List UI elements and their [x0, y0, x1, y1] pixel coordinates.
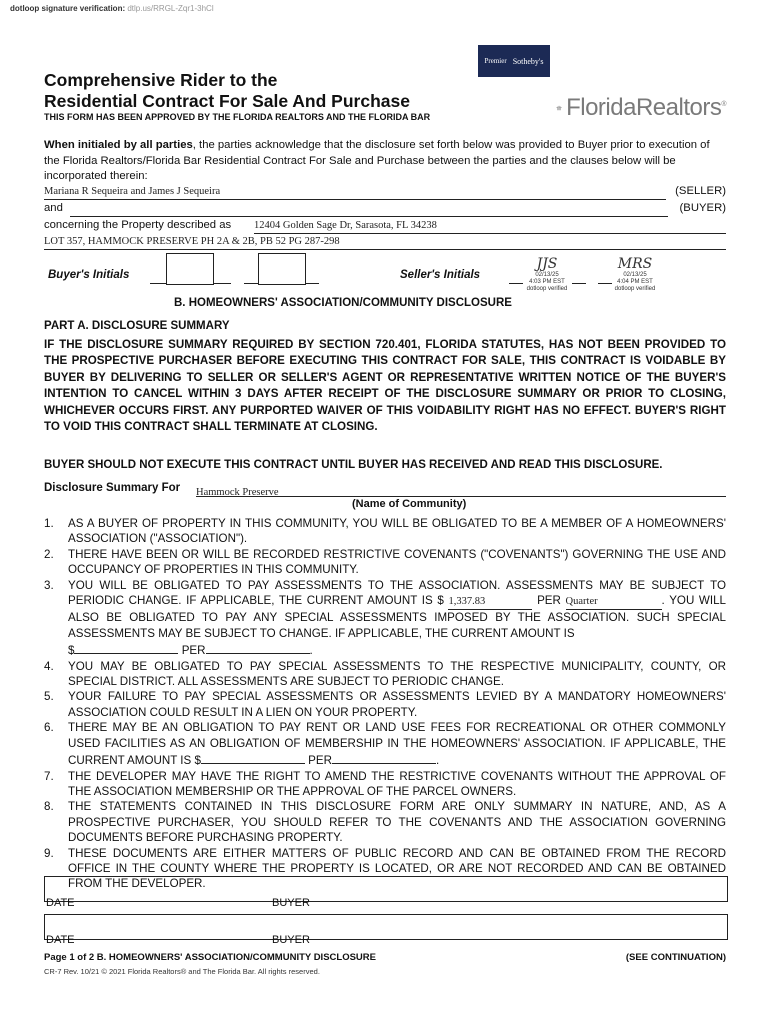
list-item: 9. THESE DOCUMENTS ARE EITHER MATTERS OF PUBLIC RECORD AND CAN BE OBTAINED FROM THE RECORD OFFICE IN THE COUNTY WHERE THE PROPERTY IS LOCATED, OR ARE NOT RECORDED AND CAN BE OBTAINED FROM THE DEVELOPER.: [44, 846, 726, 891]
date-label-1: DATE: [46, 897, 75, 909]
date-label-2: DATE: [46, 934, 75, 946]
legal-description-value: LOT 357, HAMMOCK PRESERVE PH 2A & 2B, PB 52 PG 287-298: [44, 236, 340, 247]
title-line-1: Comprehensive Rider to the: [44, 70, 278, 90]
list-item: 2. THERE HAVE BEEN OR WILL BE RECORDED RESTRICTIVE COVENANTS ("COVENANTS") GOVERNING THE USE AND OCCUPANCY OF PROPERTIES IN THIS COMMUNITY.: [44, 547, 726, 577]
community-row: [44, 482, 180, 494]
part-a-heading: PART A. DISCLOSURE SUMMARY: [44, 320, 230, 332]
seller-initial-1-mark: JJS: [536, 256, 558, 272]
footer-page-info: Page 1 of 2 B. HOMEOWNERS' ASSOCIATION/COMMUNITY DISCLOSURE: [44, 952, 376, 963]
seller-initial-1-time: 4:03 PM EST: [529, 279, 565, 285]
item-1-text: AS A BUYER OF PROPERTY IN THIS COMMUNITY, YOU WILL BE OBLIGATED TO BE A MEMBER OF A HOMEOWNERS' ASSOCIATION ("ASSOCIATION").: [68, 517, 726, 546]
buyer-row: [44, 202, 726, 218]
initials-underscore: [150, 282, 166, 284]
assessment-amount[interactable]: 1,337.83: [448, 594, 532, 610]
item-9-text: THESE DOCUMENTS ARE EITHER MATTERS OF PUBLIC RECORD AND CAN BE OBTAINED FROM THE RECORD OFFICE IN THE COUNTY WHERE THE PROPERTY IS LOCATED, OR ARE NOT RECORDED AND CAN BE OBTAINED FROM THE DEVELOPER.: [68, 846, 726, 891]
florida-realtors-logo: [556, 90, 726, 126]
legal-row: [44, 235, 726, 251]
legal-description-field[interactable]: [44, 235, 726, 250]
seller-initial-1-verified: dotloop verified: [526, 286, 568, 292]
item-7-text: THE DEVELOPER MAY HAVE THE RIGHT TO AMEND THE RESTRICTIVE COVENANTS WITHOUT THE APPROVAL OF THE ASSOCIATION MEMBERSHIP OR THE APPROVAL OF THE PARCEL OWNERS.: [68, 769, 726, 798]
seller-row: [44, 185, 726, 201]
community-field[interactable]: [196, 482, 726, 497]
special-dollar-sign: $: [68, 644, 75, 658]
rent-fee-amount[interactable]: [201, 751, 305, 764]
seller-initial-2-date: 02/13/25: [623, 272, 647, 278]
assessment-period[interactable]: Quarter: [566, 594, 662, 610]
seller-value: Mariana R Sequeira and James J Sequeira: [44, 186, 221, 197]
house-people-icon: [556, 92, 562, 124]
item-3-text-b: YOU WILL ALSO BE OBLIGATED TO PAY ANY SPECIAL ASSESSMENTS IMPOSED BY THE ASSOCIATION. SUCH SPECIAL ASSESSMENTS MAY BE SUBJECT TO CHANGE. IF APPLICABLE, THE CURRENT AMOUNT IS: [68, 594, 726, 640]
form-title: [44, 70, 484, 112]
approval-notice: THIS FORM HAS BEEN APPROVED BY THE FLORIDA REALTORS AND THE FLORIDA BAR: [44, 112, 431, 122]
list-item: 8. THE STATEMENTS CONTAINED IN THIS DISCLOSURE FORM ARE ONLY SUMMARY IN NATURE, AND, AS A PROSPECTIVE PURCHASER, YOU SHOULD REFER TO THE COVENANTS AND THE ASSOCIATION GOVERNING DOCUMENTS BEFORE PURCHASING PROPERTY.: [44, 800, 726, 845]
florida-realtors-wordmark: FloridaRealtors: [566, 94, 722, 121]
seller-initial-1-date: 02/13/25: [535, 272, 559, 278]
list-item: 4. YOU MAY BE OBLIGATED TO PAY SPECIAL ASSESSMENTS TO THE RESPECTIVE MUNICIPALITY, COUNTY, OR SPECIAL DISTRICT. ALL ASSESSMENTS ARE SUBJECT TO PERIODIC CHANGE.: [44, 659, 726, 689]
sothebys-logo-right: Sotheby's: [512, 56, 544, 66]
seller-field[interactable]: [44, 185, 666, 200]
sothebys-logo: [478, 45, 550, 77]
list-item: 6. THERE MAY BE AN OBLIGATION TO PAY RENT OR LAND USE FEES FOR RECREATIONAL OR OTHER COMMONLY USED FACILITIES AS AN OBLIGATION OF MEMBERSHIP IN THE HOMEOWNERS' ASSOCIATION. IF APPLICABLE, THE CURRENT AMOUNT IS $ PER .: [44, 721, 726, 768]
intro-paragraph: [44, 138, 726, 185]
special-per: PER: [181, 644, 206, 658]
list-item: 7. THE DEVELOPER MAY HAVE THE RIGHT TO AMEND THE RESTRICTIVE COVENANTS WITHOUT THE APPROVAL OF THE ASSOCIATION MEMBERSHIP OR THE APPROVAL OF THE PARCEL OWNERS.: [44, 769, 726, 798]
list-item: 1. AS A BUYER OF PROPERTY IN THIS COMMUNITY, YOU WILL BE OBLIGATED TO BE A MEMBER OF A HOMEOWNERS' ASSOCIATION ("ASSOCIATION").: [44, 517, 726, 546]
item-8-text: THE STATEMENTS CONTAINED IN THIS DISCLOSURE FORM ARE ONLY SUMMARY IN NATURE, AND, AS A PROSPECTIVE PURCHASER, YOU SHOULD REFER TO THE COVENANTS AND THE ASSOCIATION GOVERNING DOCUMENTS BEFORE PURCHASING PROPERTY.: [68, 800, 726, 845]
property-label: concerning the Property described as: [44, 219, 232, 231]
special-assessment-period[interactable]: [206, 641, 310, 654]
registered-mark: ®: [721, 101, 726, 108]
property-value: 12404 Golden Sage Dr, Sarasota, FL 34238: [254, 220, 437, 231]
seller-initial-2[interactable]: [610, 256, 660, 293]
item-4-text: YOU MAY BE OBLIGATED TO PAY SPECIAL ASSESSMENTS TO THE RESPECTIVE MUNICIPALITY, COUNTY, OR SPECIAL DISTRICT. ALL ASSESSMENTS ARE SUBJECT TO PERIODIC CHANGE.: [68, 659, 726, 689]
execution-warning: BUYER SHOULD NOT EXECUTE THIS CONTRACT UNTIL BUYER HAS RECEIVED AND READ THIS DISCLOSURE.: [44, 459, 663, 471]
buyer-initials-label: Buyer's Initials: [48, 269, 130, 281]
seller-initial-2-mark: MRS: [617, 256, 653, 272]
sothebys-logo-left: Premier: [484, 57, 507, 65]
seller-initials-label: Seller's Initials: [400, 269, 481, 281]
footer-continuation: (SEE CONTINUATION): [625, 952, 726, 963]
item-5-text: YOUR FAILURE TO PAY SPECIAL ASSESSMENTS OR ASSESSMENTS LEVIED BY A MANDATORY HOMEOWNERS' ASSOCIATION COULD RESULT IN A LIEN ON YOUR PROPERTY.: [68, 690, 726, 719]
rent-fee-per: PER: [308, 754, 332, 768]
buyer-initial-box-2[interactable]: [258, 253, 306, 285]
verification-label: dotloop signature verification:: [10, 4, 126, 13]
property-field[interactable]: [254, 219, 726, 234]
initials-underscore: [213, 282, 231, 284]
title-line-2: Residential Contract For Sale And Purchase: [44, 91, 410, 111]
buyer-signature-box-1[interactable]: [44, 876, 728, 902]
buyer-initial-box-1[interactable]: [166, 253, 214, 285]
community-caption: (Name of Community): [352, 498, 467, 510]
buyer-label-2: BUYER: [272, 934, 310, 946]
buyer-field[interactable]: [70, 202, 668, 217]
buyer-signature-box-2[interactable]: [44, 914, 728, 940]
initials-underscore: [244, 282, 258, 284]
intro-bold: When initialed by all parties: [44, 139, 193, 151]
initials-underscore: [572, 282, 586, 284]
list-item: 3. YOU WILL BE OBLIGATED TO PAY ASSESSMENTS TO THE ASSOCIATION. ASSESSMENTS MAY BE SUBJECT TO PERIODIC CHANGE. IF APPLICABLE, THE CURRENT AMOUNT IS $ 1,337.83 PER Quarter . YOU WILL ALSO BE OBLIGATED TO PAY ANY SPECIAL ASSESSMENTS IMPOSED BY THE ASSOCIATION. SUCH SPECIAL ASSESSMENTS MAY BE SUBJECT TO CHANGE. IF APPLICABLE, THE CURRENT AMOUNT IS $ PER .: [44, 578, 726, 658]
and-label: and: [44, 202, 63, 214]
item-6-text: THERE MAY BE AN OBLIGATION TO PAY RENT OR LAND USE FEES FOR RECREATIONAL OR OTHER COMMONLY USED FACILITIES AS AN OBLIGATION OF MEMBERSHIP IN THE HOMEOWNERS' ASSOCIATION. IF APPLICABLE, THE CURRENT AMOUNT IS $: [68, 721, 726, 768]
initials-underscore: [305, 282, 319, 284]
rent-fee-period[interactable]: [332, 751, 436, 764]
intro-rest: , the parties acknowledge that the disclosure set forth below was provided to Buyer prior to execution of the Florida Realtors/Florida Bar Residential Contract For Sale and Purchase between the parties and the clauses below will be incorporated therein:: [44, 139, 710, 182]
footer-copyright: CR-7 Rev. 10/21 © 2021 Florida Realtors® and The Florida Bar. All rights reserved.: [44, 967, 320, 976]
dotloop-verification: [10, 4, 214, 13]
item-3-text-a: YOU WILL BE OBLIGATED TO PAY ASSESSMENTS TO THE ASSOCIATION. ASSESSMENTS MAY BE SUBJECT TO PERIODIC CHANGE. IF APPLICABLE, THE CURRENT AMOUNT IS $: [68, 578, 726, 608]
section-title: B. HOMEOWNERS' ASSOCIATION/COMMUNITY DISCLOSURE: [174, 297, 512, 309]
verification-link[interactable]: dtlp.us/RRGL-Zqr1-3hCl: [127, 4, 214, 13]
seller-initial-2-verified: dotloop verified: [614, 286, 656, 292]
disclosure-warning: IF THE DISCLOSURE SUMMARY REQUIRED BY SECTION 720.401, FLORIDA STATUTES, HAS NOT BEEN PROVIDED TO THE PROSPECTIVE PURCHASER BEFORE EXECUTING THIS CONTRACT FOR SALE, THIS CONTRACT IS VOIDABLE BY BUYER BY DELIVERING TO SELLER OR SELLER'S AGENT OR REPRESENTATIVE WRITTEN NOTICE OF THE BUYER'S INTENTION TO CANCEL WITHIN 3 DAYS AFTER RECEIPT OF THE DISCLOSURE SUMMARY OR PRIOR TO CLOSING, WHICHEVER OCCURS FIRST. ANY PURPORTED WAIVER OF THIS VOIDABILITY RIGHT HAS NO EFFECT. BUYER'S RIGHT TO VOID THIS CONTRACT SHALL TERMINATE AT CLOSING.: [44, 338, 726, 434]
special-assessment-amount[interactable]: [74, 641, 178, 654]
seller-initial-1[interactable]: [522, 256, 572, 293]
initials-underscore: [509, 282, 523, 284]
list-item: 5. YOUR FAILURE TO PAY SPECIAL ASSESSMENTS OR ASSESSMENTS LEVIED BY A MANDATORY HOMEOWNERS' ASSOCIATION COULD RESULT IN A LIEN ON YOUR PROPERTY.: [44, 690, 726, 719]
seller-label: (SELLER): [675, 185, 726, 197]
item-2-text: THERE HAVE BEEN OR WILL BE RECORDED RESTRICTIVE COVENANTS ("COVENANTS") GOVERNING THE USE AND OCCUPANCY OF PROPERTIES IN THIS COMMUNITY.: [68, 547, 726, 577]
community-value: Hammock Preserve: [196, 487, 279, 498]
buyer-label-1: BUYER: [272, 897, 310, 909]
disclosure-list: [44, 516, 726, 892]
property-row: [44, 219, 726, 235]
summary-for-label: Disclosure Summary For: [44, 482, 181, 494]
buyer-label: (BUYER): [679, 202, 726, 214]
item-3-per: PER: [537, 594, 561, 608]
seller-initial-2-time: 4:04 PM EST: [617, 279, 653, 285]
